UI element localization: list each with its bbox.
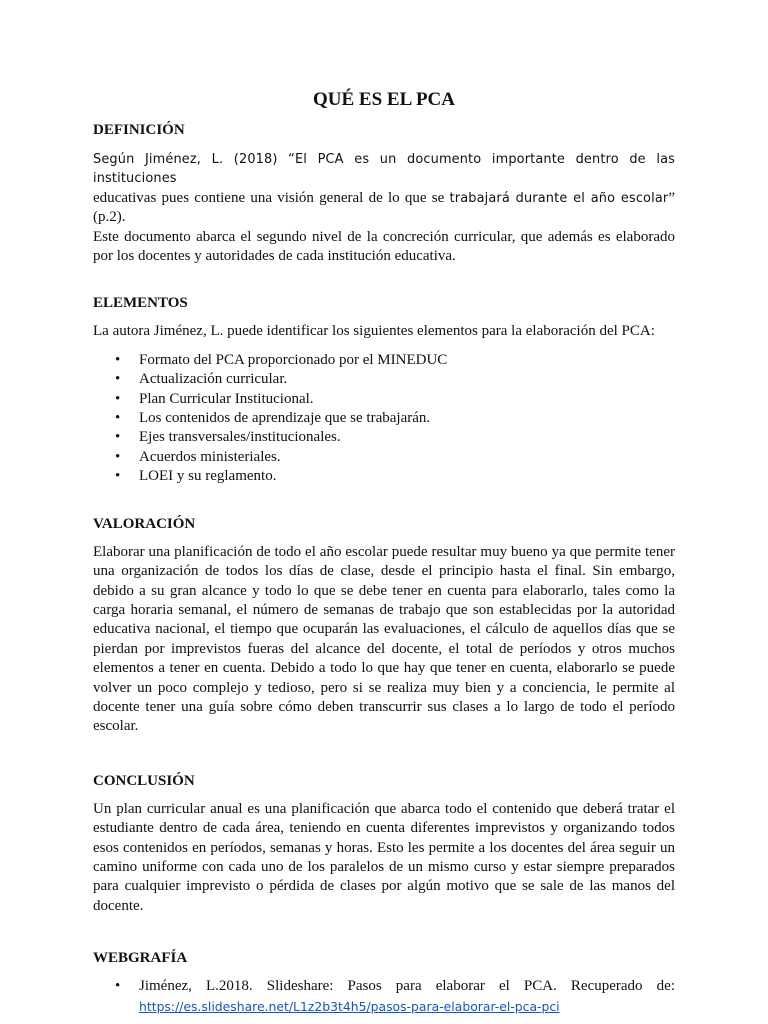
bullet-icon: • (115, 448, 121, 465)
list-item-text: Plan Curricular Institucional. (139, 390, 314, 407)
bullet-icon: • (115, 468, 121, 485)
definicion-rest: Este documento abarca el segundo nivel de la concreción curricular, que además es elaborado por los docentes y autoridades de cada institución educativa. (93, 228, 675, 265)
list-item (93, 448, 675, 467)
list-item (93, 467, 675, 486)
list-item (93, 370, 675, 389)
list-item (93, 390, 675, 409)
definicion-line-1: Según Jiménez, L. (2018) “El PCA es un documento importante dentro de las instituciones (93, 152, 675, 187)
conclusion-paragraph: Un plan curricular anual es una planificación que abarca todo el contenido que deberá tratar el estudiante dentro de cada área, teniendo en cuenta diferentes imprevistos y organizando todos esos contenidos en períodos, semanas y horas. Esto les permite a los docentes del área seguir un camino uniforme con cada uno de los paralelos de un mismo curso y estar siempre preparados para cualquier imprevisto o pérdida de clases por algún motivo que se sale de las manos del docente. (93, 800, 675, 914)
section-heading-conclusion: CONCLUSIÓN (93, 772, 195, 789)
definicion-quote-end: trabajará durante el año escolar (449, 190, 669, 206)
bullet-icon: • (115, 371, 121, 388)
reference-text: Jiménez, L.2018. Slideshare: Pasos para elaborar el PCA. Recuperado de: (139, 978, 675, 995)
list-item-text: LOEI y su reglamento. (139, 468, 277, 485)
section-heading-webgrafia: WEBGRAFÍA (93, 950, 188, 967)
definicion-line-2-citation: ” (p.2). (93, 189, 675, 226)
list-item (93, 351, 675, 370)
list-item-text: Acuerdos ministeriales. (139, 448, 281, 465)
definicion-paragraph (93, 150, 675, 266)
list-item-text: Los contenidos de aprendizaje que se trabajarán. (139, 410, 431, 427)
bullet-icon: • (115, 390, 121, 407)
definicion-line-2 (93, 189, 675, 228)
bullet-icon: • (115, 429, 121, 446)
reference-link[interactable]: https://es.slideshare.net/L1z2b3t4h5/pasos-para-elaborar-el-pca-pci (139, 998, 560, 1014)
page-title: QUÉ ES EL PCA (312, 89, 455, 110)
elementos-intro: La autora Jiménez, L. puede identificar los siguientes elementos para la elaboración del PCA: (93, 323, 655, 340)
reference-item (93, 977, 675, 1017)
list-item-text: Actualización curricular. (139, 371, 288, 388)
bullet-icon: • (115, 978, 121, 995)
section-heading-elementos: ELEMENTOS (93, 295, 188, 312)
list-item (93, 428, 675, 447)
valoracion-paragraph: Elaborar una planificación de todo el año escolar puede resultar muy bueno ya que permite tener una organización de todos los días de clase, desde el principio hasta el final. Sin embargo, debido a su gran alcance y todo lo que se debe tener en cuenta para elaborarlo, tales como la carga horaria semanal, el número de semanas de trabajo que son establecidas por la autoridad educativa nacional, el tiempo que ocuparán las evaluaciones, el cálculo de aquellos días que se pierdan por imprevistos fueras del alcance del docente, el total de períodos y otros muchos elementos a tener en cuenta. Debido a todo lo que hay que tener en cuenta, elaborarlo se puede volver un poco complejo y tedioso, pero si se realiza muy bien y a conciencia, le permite al docente tener una guía sobre cómo deben transcurrir sus clases a lo largo de todo el período escolar. (93, 543, 675, 735)
title-block (93, 88, 675, 121)
definicion-line-2-start: educativas pues contiene una visión general de lo que se (93, 189, 450, 206)
list-item-text: Ejes transversales/institucionales. (139, 429, 341, 446)
section-heading-definicion: DEFINICIÓN (93, 122, 185, 138)
document-page (93, 88, 675, 1017)
bullet-icon: • (115, 351, 121, 368)
list-item (93, 409, 675, 428)
webgrafia-list (93, 977, 675, 1017)
list-item-text: Formato del PCA proporcionado por el MINEDUC (139, 351, 448, 368)
section-heading-valoracion: VALORACIÓN (93, 515, 196, 532)
elementos-list (93, 351, 675, 487)
bullet-icon: • (115, 410, 121, 427)
